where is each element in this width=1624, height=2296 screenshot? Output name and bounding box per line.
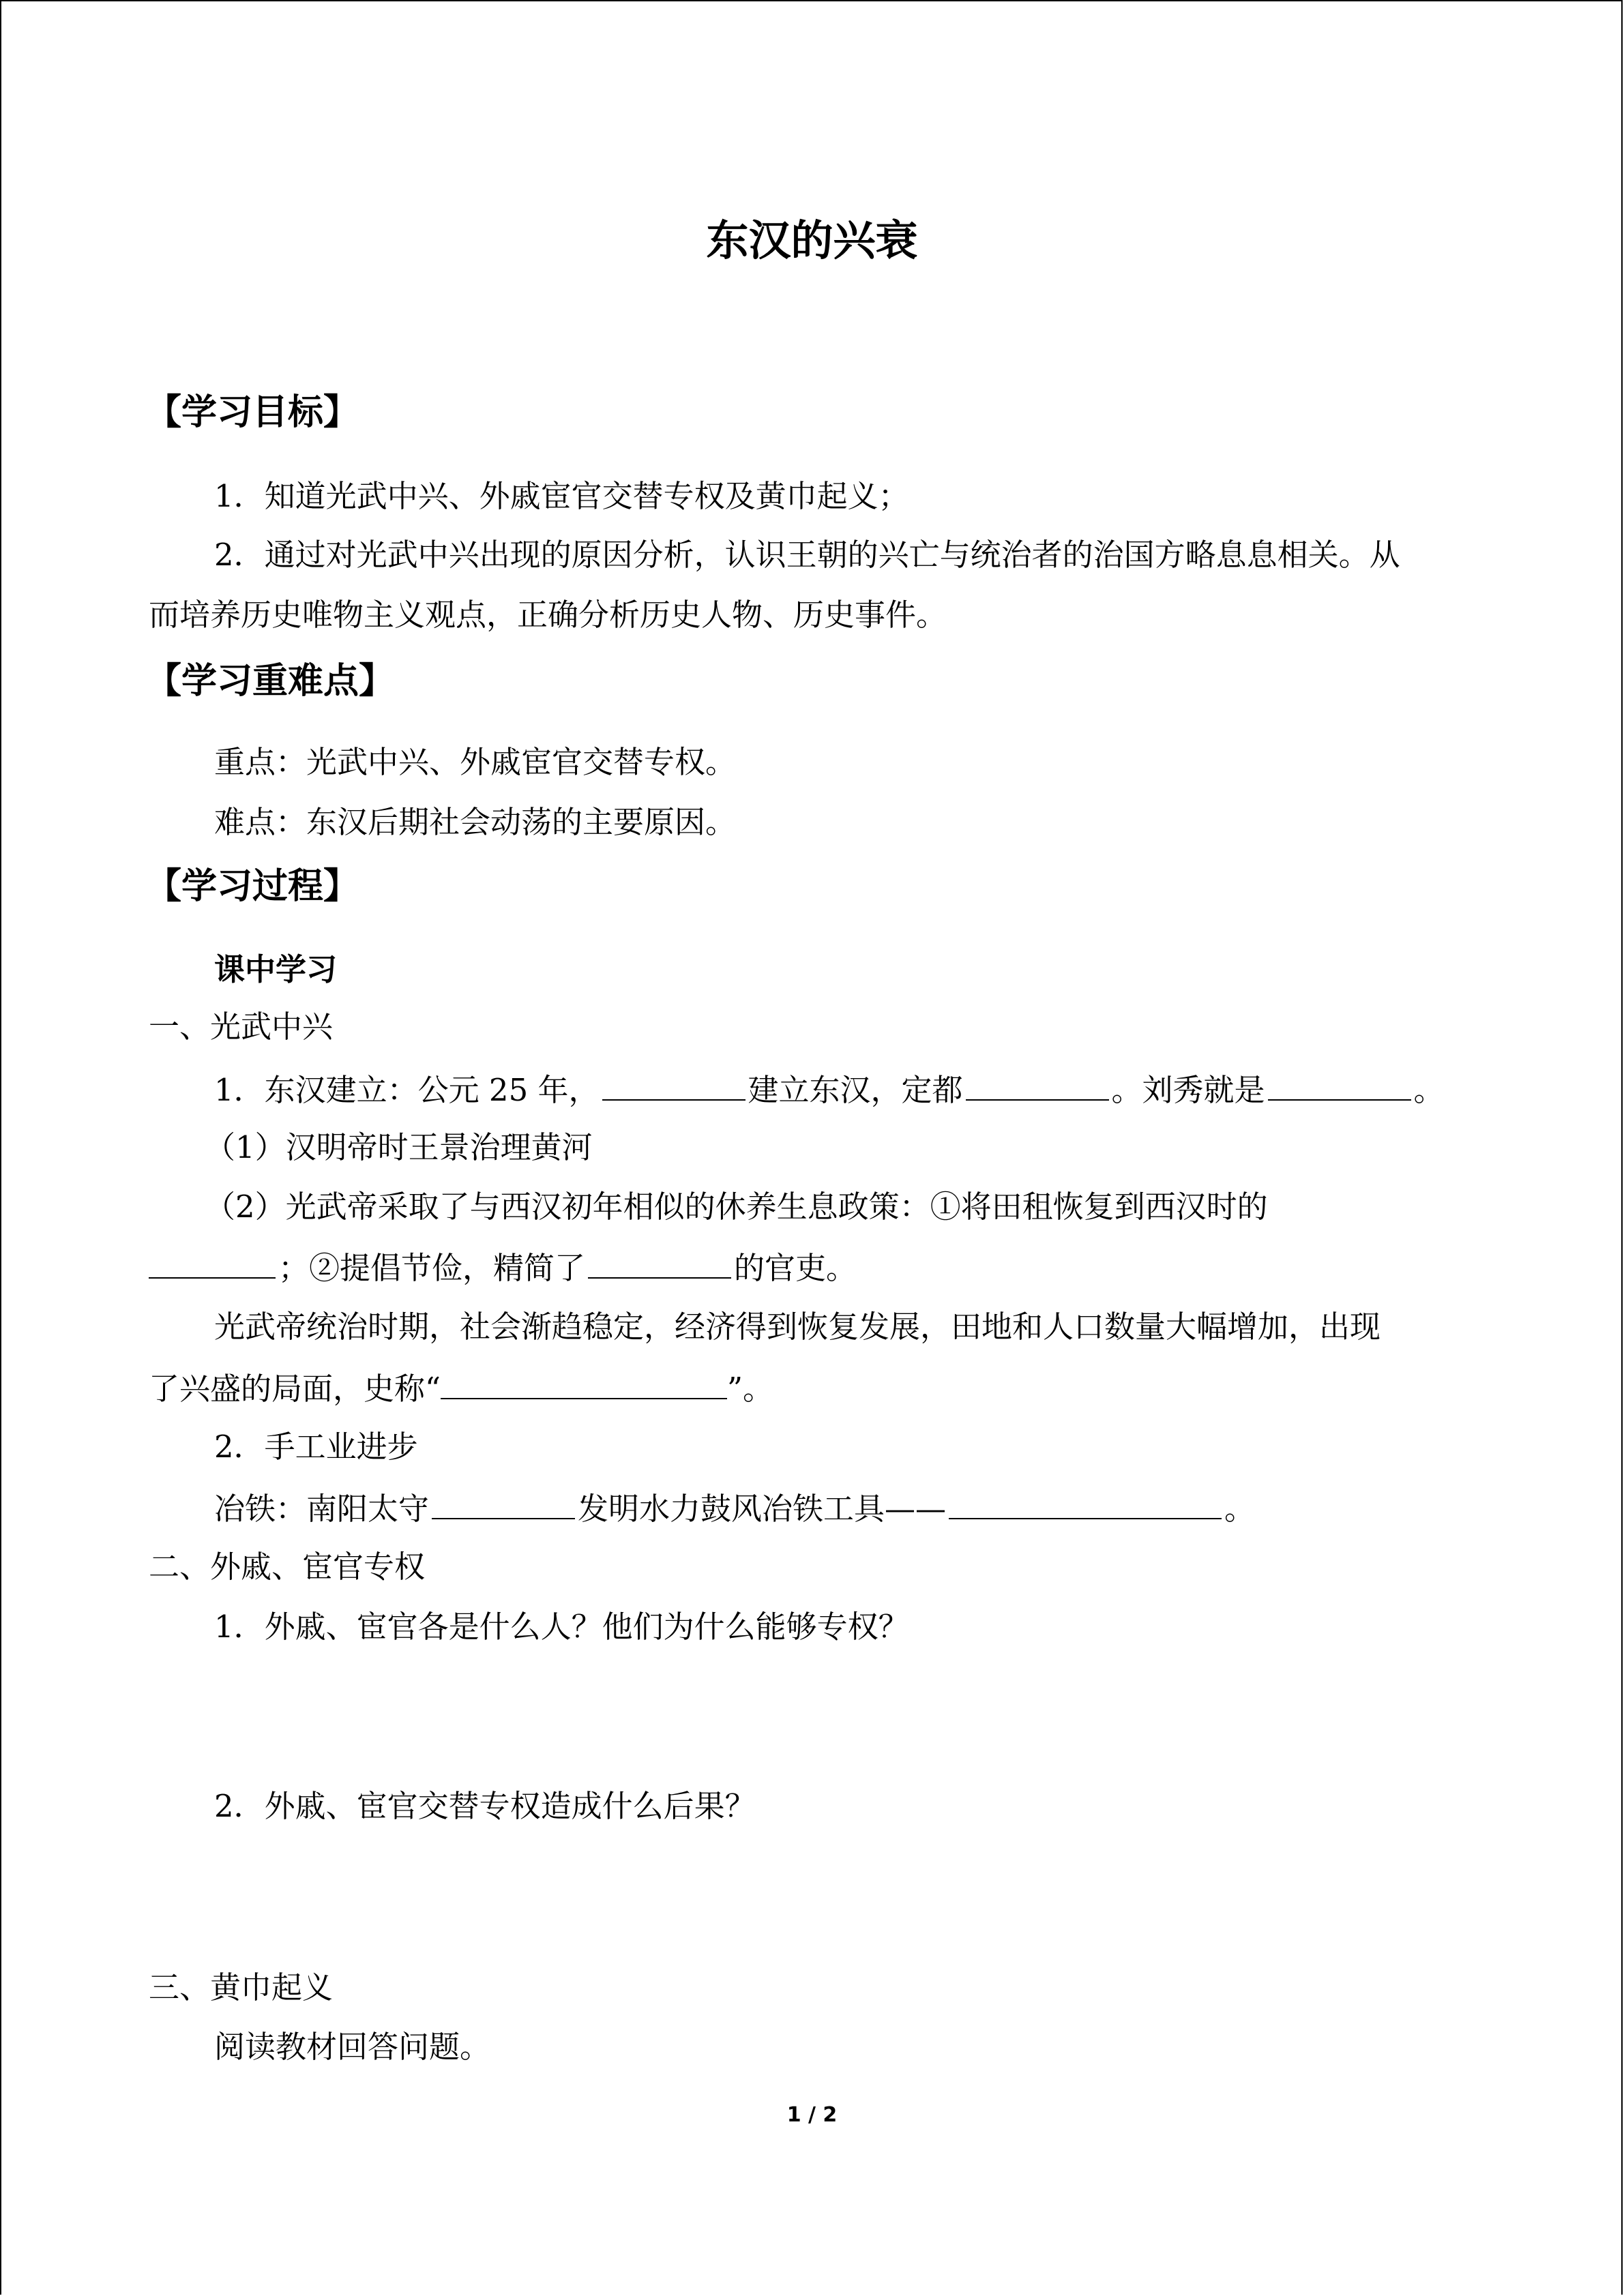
difficulty-point: 难点：东汉后期社会动荡的主要原因。 <box>214 804 737 840</box>
part1-sub-2-line-2 <box>149 1247 857 1287</box>
part3-title: 三、黄巾起义 <box>149 1969 334 2006</box>
part2-question-1: 1．外戚、宦官各是什么人？他们为什么能够专权？ <box>214 1609 909 1645</box>
iron-text-a: 冶铁：南阳太守 <box>214 1491 430 1527</box>
part3-instruction: 阅读教材回答问题。 <box>214 2029 491 2065</box>
key-points-heading: 【学习重难点】 <box>146 661 395 702</box>
fill-blank-officials[interactable] <box>588 1247 731 1279</box>
part1-title: 一、光武中兴 <box>149 1009 334 1045</box>
para-text-a: 了兴盛的局面，史称“ <box>149 1371 441 1407</box>
in-class-subheading: 课中学习 <box>214 951 338 987</box>
part1-paragraph-line-1: 光武帝统治时期，社会渐趋稳定，经济得到恢复发展，田地和人口数量大幅增加，出现 <box>214 1309 1381 1345</box>
q1-text-c: 。刘秀就是 <box>1111 1072 1265 1108</box>
para-text-b: ”。 <box>727 1371 774 1407</box>
fill-blank-tool[interactable] <box>949 1488 1222 1519</box>
process-heading: 【学习过程】 <box>146 866 359 907</box>
part1-question-1 <box>214 1069 1445 1109</box>
objective-item-2-line-1: 2．通过对光武中兴出现的原因分析，认识王朝的兴亡与统治者的治国方略息息相关。从 <box>214 537 1400 573</box>
fill-blank-title[interactable] <box>1268 1069 1411 1101</box>
part1-question-2: 2．手工业进步 <box>214 1429 418 1465</box>
part1-iron-line <box>214 1488 1255 1528</box>
fill-blank-founder[interactable] <box>602 1069 745 1101</box>
q1-text-d: 。 <box>1413 1072 1445 1108</box>
q1-text-b: 建立东汉，定都 <box>748 1072 963 1108</box>
objectives-heading: 【学习目标】 <box>146 392 359 433</box>
fill-blank-tax[interactable] <box>149 1247 276 1279</box>
page-number: 1 / 2 <box>786 2103 838 2127</box>
part2-question-2: 2．外戚、宦官交替专权造成什么后果？ <box>214 1788 756 1824</box>
fill-blank-era-name[interactable] <box>441 1368 727 1399</box>
sub2-text-b: 的官吏。 <box>734 1250 857 1286</box>
document-title: 东汉的兴衰 <box>706 215 918 265</box>
key-point: 重点：光武中兴、外戚宦官交替专权。 <box>214 744 737 780</box>
objective-item-2-line-2: 而培养历史唯物主义观点，正确分析历史人物、历史事件。 <box>149 597 947 633</box>
iron-text-b: 发明水力鼓风冶铁工具—— <box>578 1491 947 1527</box>
iron-text-c: 。 <box>1224 1491 1256 1527</box>
objective-item-1: 1．知道光武中兴、外戚宦官交替专权及黄巾起义； <box>214 478 909 514</box>
q1-text-a: 1．东汉建立：公元 25 年， <box>214 1072 600 1108</box>
part1-paragraph-line-2 <box>149 1368 773 1408</box>
sub2-text-a: ；②提倡节俭，精简了 <box>278 1250 586 1286</box>
fill-blank-governor[interactable] <box>432 1488 575 1519</box>
part1-sub-1: （1）汉明帝时王景治理黄河 <box>205 1129 593 1165</box>
part1-sub-2-line-1: （2）光武帝采取了与西汉初年相似的休养生息政策：①将田租恢复到西汉时的 <box>205 1189 1268 1225</box>
part2-title: 二、外戚、宦官专权 <box>149 1549 426 1585</box>
fill-blank-capital[interactable] <box>966 1069 1109 1101</box>
